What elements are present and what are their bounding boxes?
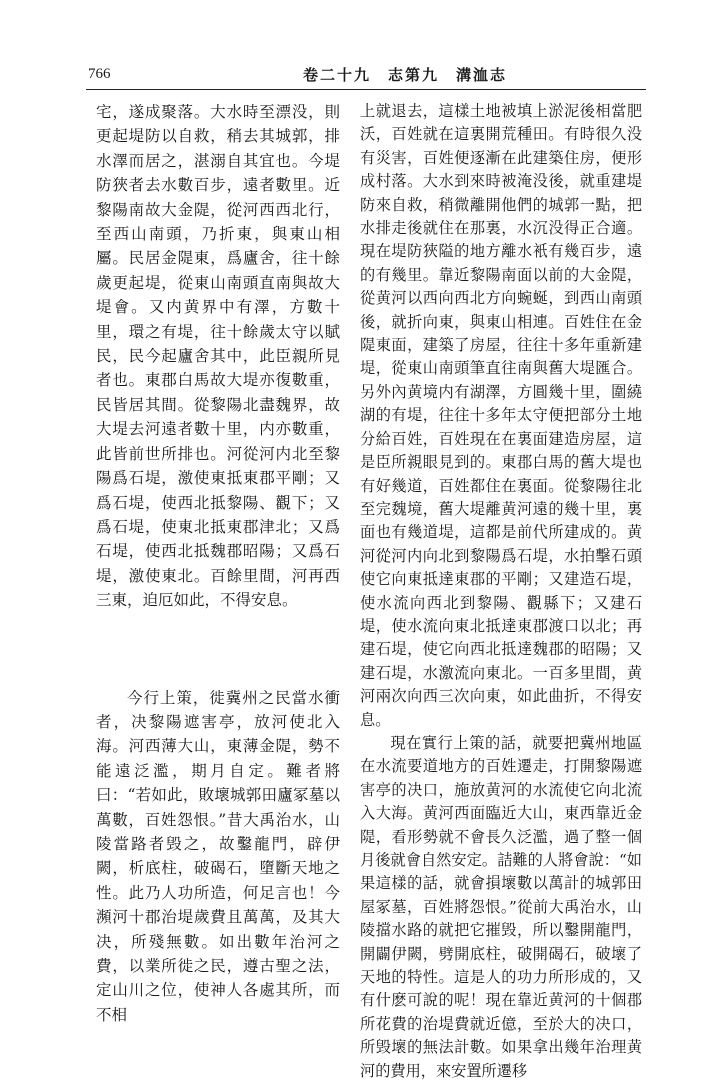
paragraph-gap — [96, 613, 340, 686]
page-number: 766 — [88, 66, 111, 82]
header-rule — [86, 89, 646, 90]
classical-text-column — [96, 100, 340, 1027]
translation-column — [360, 100, 642, 1083]
classical-paragraph-2: 今行上策，徙冀州之民當水衝者，决黎陽遮害亭，放河使北入海。河西薄大山，東薄金隄，勢不能遠泛濫，期月自定。難者將曰：“若如此，敗壞城郭田廬冢墓以萬數，百姓怨恨。”昔大禹治水，山陵當路者毁之，故鑿龍門，辟伊闕，析底柱，破碣石，墮斷天地之性。此乃人功所造，何足言也！今瀕河十郡治堤歲費且萬萬，及其大决，所殘無數。如出數年治河之費，以業所徙之民，遵古聖之法，定山川之位，使神人各處其所，而不相 — [96, 688, 340, 1024]
running-head: 卷二十九 志第九 溝洫志 — [302, 66, 507, 84]
classical-paragraph-1: 宅，遂成聚落。大水時至漂没，則更起堤防以自救，稍去其城郭，排水澤而居之，湛溺自其宜也。今堤防狹者去水數百步，遠者數里。近黎陽南故大金隄，從河西西北行，至西山南頭，乃折東，與東山相屬。民居金隄東，爲廬舍，往十餘歲更起堤，從東山南頭直南與故大堤會。又内黄界中有澤，方數十里，環之有堤，往十餘歲太守以賦民，民今起廬舍其中，此臣親所見者也。東郡白馬故大堤亦復數重，民皆居其間。從黎陽北盡魏界，故大堤去河遠者數十里，内亦數重，此皆前世所排也。河從河内北至黎陽爲石堤，激使東抵東郡平剛；又爲石堤，使西北抵黎陽、觀下；又爲石堤，使東北抵東郡津北；又爲石堤，使西北抵魏郡昭陽；又爲石堤，激使東北。百餘里間，河再西三東，迫厄如此，不得安息。 — [96, 103, 340, 610]
translation-paragraph-1: 上就退去，這樣土地被填上淤泥後相當肥沃，百姓就在這裏開荒種田。有時很久没有災害，百姓便逐漸在此建築住房，便形成村落。大水到來時被淹没後，就重建堤防來自救，稍微離開他們的城郭一點，把水排走後就住在那裏，水沉没得正合適。現在堤防狹隘的地方離水衹有幾百步，遠的有幾里。靠近黎陽南面以前的大金隄，從黄河以西向西北方向蜿蜒，到西山南頭後，就折向東，與東山相連。百姓住在金隄東面，建築了房屋，往往十多年重新建堤，從東山南頭筆直往南與舊大堤匯合。另外內黄境内有湖澤，方圓幾十里，圍繞湖的有堤，往往十多年太守便把部分土地分給百姓，百姓現在在裏面建造房屋，這是臣所親眼見到的。東郡白馬的舊大堤也有好幾道，百姓都住在裏面。從黎陽往北至完魏境，舊大堤離黄河遠的幾十里，裏面也有幾道堤，這都是前代所建成的。黄河從河内向北到黎陽爲石堤，水拍擊石頭使它向東抵達東郡的平剛；又建造石堤，使水流向西北到黎陽、觀縣下；又建石堤，使水流向東北抵達東郡渡口以北；再建石堤，使它向西北抵達魏郡的昭陽；又建石堤，水激流向東北。一百多里間，黄河兩次向西三次向東，如此曲折，不得安息。 — [360, 102, 642, 729]
translation-paragraph-2: 現在實行上策的話，就要把冀州地區在水流要道地方的百姓遷走，打開黎陽遮害亭的决口，施放黄河的水流使它向北流入大海。黄河西面臨近大山，東西靠近金隄，看形勢就不會長久泛濫，過了整一個月後就會自然安定。詰難的人將會說：“如果這樣的話，就會損壞數以萬計的城郭田屋冢墓，百姓將怨恨。”從前大禹治水，山陵擋水路的就把它摧毁，所以鑿開龍門，開闢伊闕，劈開底柱，破開碣石，破壞了天地的特性。這是人的功力所形成的，又有什麽可說的呢！現在靠近黄河的十個郡所花費的治堤費就近億，至於大的决口，所毁壞的無法計數。如果拿出幾年治理黄河的費用，來安置所遷移 — [360, 733, 642, 1080]
